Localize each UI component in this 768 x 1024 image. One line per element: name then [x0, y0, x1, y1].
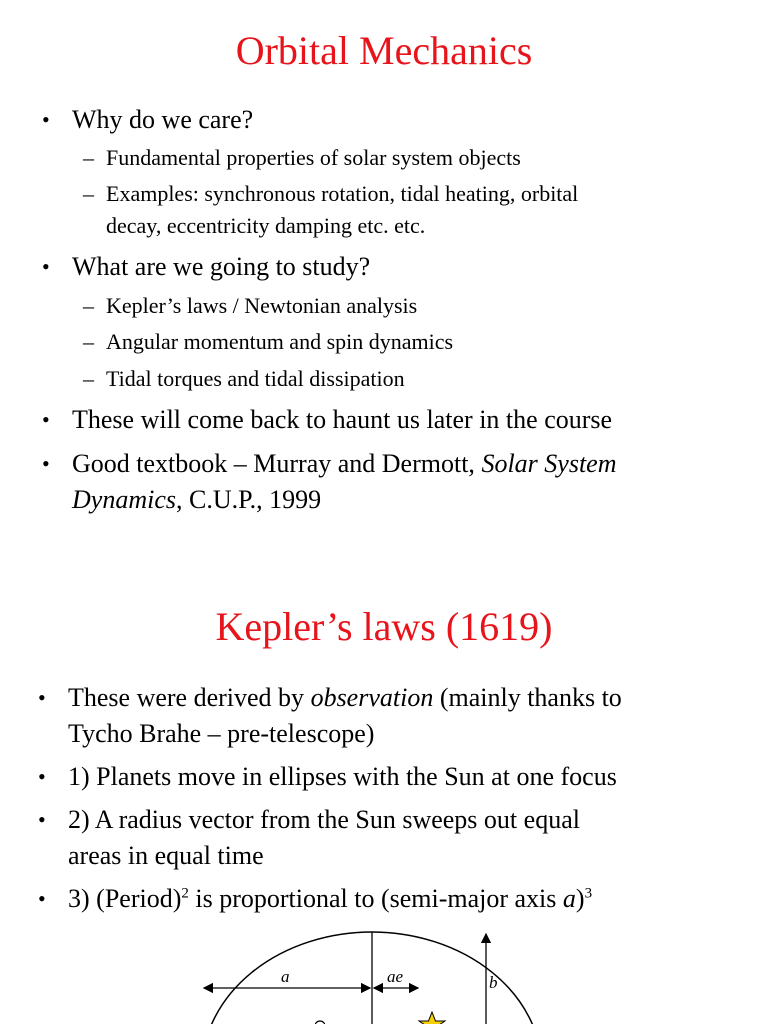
sub-examples-line1: Examples: synchronous rotation, tidal heating, orbital — [106, 181, 579, 206]
law3-close: ) — [575, 884, 585, 913]
bullet-law1: 1) Planets move in ellipses with the Sun at one focus — [68, 762, 617, 791]
label-b: b — [489, 973, 498, 992]
observation-pre: These were derived by — [68, 683, 311, 712]
observation-post: (mainly thanks to — [433, 683, 622, 712]
bullet-why-care: Why do we care? — [72, 105, 254, 134]
bullet-textbook-line1 — [72, 446, 616, 481]
textbook-post: , C.U.P., 1999 — [175, 485, 322, 514]
sub-examples-line2: decay, eccentricity damping etc. etc. — [106, 213, 426, 238]
textbook-title-part2: Dynamics — [72, 485, 176, 514]
bullet-dot: • — [38, 886, 46, 911]
slide1-title: Orbital Mechanics — [235, 28, 533, 73]
bullet-textbook-line2 — [72, 482, 321, 517]
law3-pre: 3) (Period) — [68, 884, 182, 913]
observation-word: observation — [310, 683, 434, 712]
bullet-dot: • — [42, 107, 50, 132]
sub-tidal-torques: Tidal torques and tidal dissipation — [106, 366, 405, 391]
sub-kepler-newton: Kepler’s laws / Newtonian analysis — [106, 293, 418, 318]
bullet-dot: • — [38, 807, 46, 832]
bullet-observation-line2: Tycho Brahe – pre-telescope) — [68, 719, 375, 748]
sub-angular-momentum: Angular momentum and spin dynamics — [106, 329, 454, 354]
sub-dash: – — [83, 329, 94, 354]
bullet-dot: • — [42, 254, 50, 279]
label-a: a — [281, 967, 290, 986]
sun-star-icon — [419, 1012, 445, 1024]
bullet-law3 — [68, 881, 592, 916]
bullet-law2-line1: 2) A radius vector from the Sun sweeps out equal — [68, 805, 580, 834]
slide2-title: Kepler’s laws (1619) — [215, 604, 553, 649]
law3-sup-3: 3 — [584, 885, 593, 902]
sub-dash: – — [83, 181, 94, 206]
bullet-dot: • — [38, 685, 46, 710]
bullet-observation-line1 — [68, 680, 622, 715]
bullet-law2-line2: areas in equal time — [68, 841, 264, 870]
sub-dash: – — [83, 145, 94, 170]
bullet-dot: • — [42, 451, 50, 476]
label-ae: ae — [387, 967, 404, 986]
law3-a: a — [562, 884, 576, 913]
textbook-title-part1: Solar System — [481, 449, 617, 478]
ellipse-diagram — [0, 920, 768, 1024]
law3-sup-2: 2 — [181, 885, 189, 902]
textbook-pre: Good textbook – Murray and Dermott, — [72, 449, 482, 478]
sub-fundamental: Fundamental properties of solar system objects — [106, 145, 521, 170]
sub-dash: – — [83, 293, 94, 318]
bullet-dot: • — [42, 407, 50, 432]
bullet-what-study: What are we going to study? — [72, 252, 371, 281]
law3-mid: is proportional to (semi-major axis — [188, 884, 563, 913]
sub-dash: – — [83, 366, 94, 391]
bullet-haunt: These will come back to haunt us later in the course — [72, 405, 613, 434]
bullet-dot: • — [38, 764, 46, 789]
